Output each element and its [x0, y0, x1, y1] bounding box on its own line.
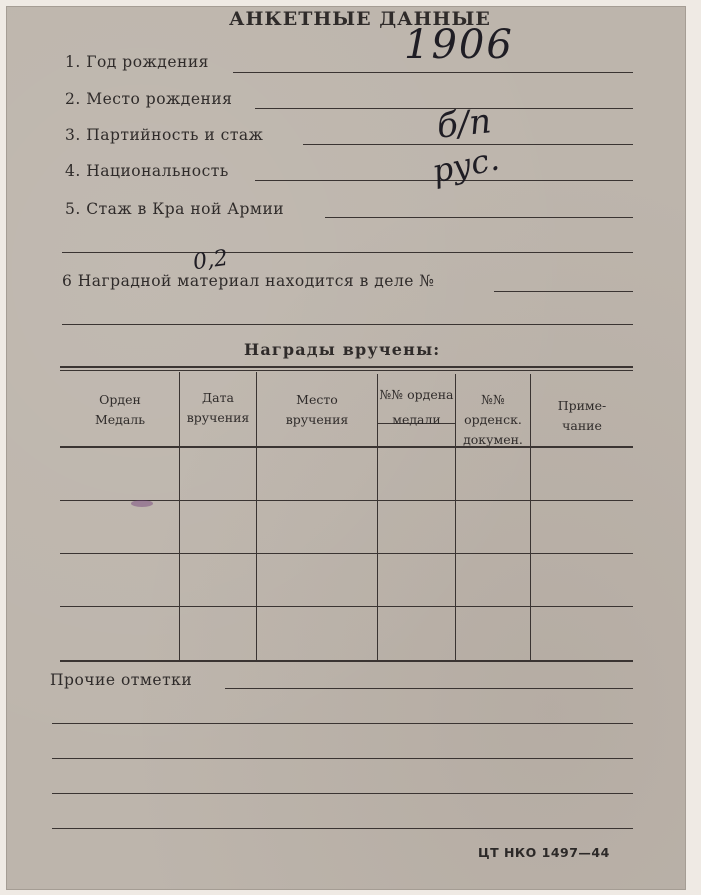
margin-handwritten-mark: 0,2: [191, 245, 230, 276]
table-col-divider: [377, 374, 378, 660]
field-label-army-service: 5. Стаж в Кра ной Армии: [65, 200, 285, 218]
column-header-place: [258, 390, 376, 430]
column-header-line: докумен.: [463, 432, 523, 447]
column-header-line: вручения: [186, 410, 250, 425]
column-header-line: №№ ордена: [379, 387, 454, 402]
other-marks-line[interactable]: [52, 758, 633, 759]
field-value-party: б/п: [435, 101, 494, 147]
table-header-bottom: [60, 446, 633, 448]
field-line-award-file[interactable]: [494, 291, 633, 292]
column-header-line: вручения: [285, 412, 349, 427]
table-col-divider: [256, 372, 257, 660]
column-header-line: Медаль: [94, 412, 146, 427]
table-col-divider: [455, 374, 456, 660]
table-bottom-border: [60, 660, 633, 662]
column-header-order-number: [379, 384, 454, 430]
table-col-divider: [179, 372, 180, 660]
column-header-line: №№ орденск.: [464, 392, 522, 427]
ink-blot: [131, 500, 153, 507]
table-col-divider: [530, 374, 531, 660]
column-header-date: [181, 388, 255, 428]
print-code: ЦТ НКО 1497—44: [478, 845, 610, 860]
column-header-line: Дата: [202, 390, 234, 405]
awards-title: Награды вручены:: [244, 340, 441, 359]
table-top-border: [60, 366, 633, 368]
column-header-remarks: [532, 396, 632, 436]
other-marks-line[interactable]: [225, 688, 633, 689]
column-header-line: Место: [296, 392, 338, 407]
field-label-birth-year: 1. Год рождения: [65, 53, 209, 71]
table-top-border-inner: [60, 370, 633, 371]
field-line-army-service-extra[interactable]: [62, 252, 633, 253]
other-marks-line[interactable]: [52, 723, 633, 724]
column-header-line: Приме-: [557, 398, 607, 413]
column-header-line: Орден: [99, 392, 141, 407]
table-row-line: [60, 606, 633, 607]
other-marks-label: Прочие отметки: [50, 671, 193, 689]
other-marks-line[interactable]: [52, 793, 633, 794]
field-line-birth-year[interactable]: [233, 72, 633, 73]
column-header-line: чание: [562, 418, 602, 433]
field-label-award-file: 6 Наградной материал находится в деле №: [62, 272, 435, 290]
column-header-document-number: [457, 390, 529, 450]
field-line-army-service[interactable]: [325, 217, 633, 218]
table-row-line: [60, 553, 633, 554]
field-label-birthplace: 2. Место рождения: [65, 90, 233, 108]
field-value-birth-year: 1906: [404, 22, 514, 68]
field-label-party: 3. Партийность и стаж: [65, 126, 264, 144]
field-value-nationality: рус.: [428, 139, 503, 191]
column-header-order-medal: [68, 390, 172, 430]
other-marks-line[interactable]: [52, 828, 633, 829]
field-label-nationality: 4. Национальность: [65, 162, 229, 180]
column-header-line: медали: [392, 412, 441, 427]
field-line-award-file-extra[interactable]: [62, 324, 633, 325]
form-title: АНКЕТНЫЕ ДАННЫЕ: [229, 8, 491, 30]
